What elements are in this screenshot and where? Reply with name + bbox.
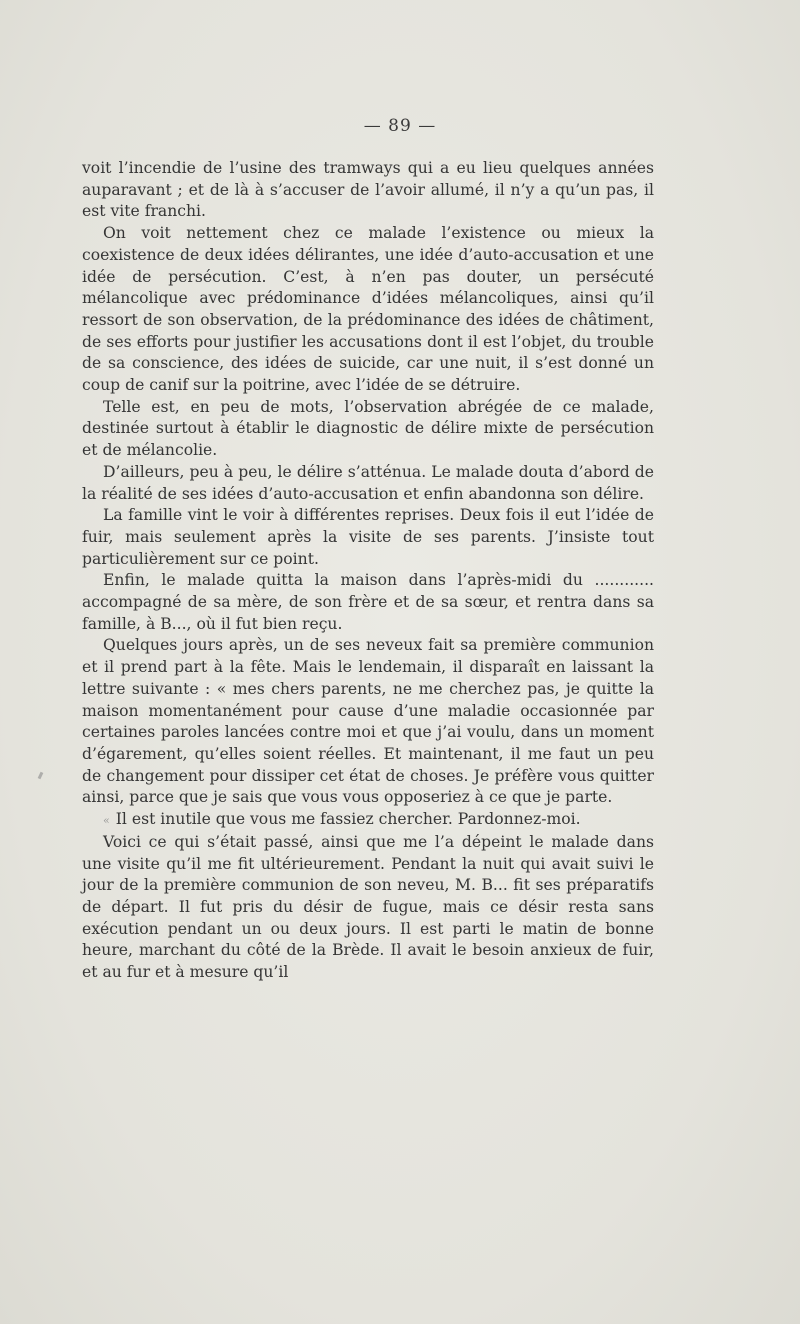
quote-paragraph: [82, 809, 654, 832]
paragraph-3: Telle est, en peu de mots, l’observation abrégée de ce malade, destinée surtout à établir le diagnostic de délire mixte de persécution et de mélancolie.: [82, 397, 654, 460]
ink-speck: [38, 772, 44, 780]
paragraph-7: Quelques jours après, un de ses neveux fait sa première communion et il prend part à la fête. Mais le lendemain, il disparaît en laissant la lettre suivante : « mes chers parents, ne me cherchez pas, je quitte la maison momentanément pour cause d’une maladie occasionnée par certaines paroles lancées contre moi et que j’ai voulu, dans un moment d’égarement, qu’elles soient réelles. Et maintenant, il me faut un peu de changement pour dissiper cet état de choses. Je préfère vous quitter ainsi, parce que je sais que vous vous opposeriez à ce que je parte.: [82, 636, 654, 807]
paragraph-6: Enfin, le malade quitta la maison dans l’après-midi du ............ accompagné de sa mère, de son frère et de sa sœur, et rentra dans sa famille, à B..., où il fut bien reçu.: [82, 571, 654, 633]
paragraph-last: Voici ce qui s’était passé, ainsi que me l’a dépeint le malade dans une visite qu’il me fit ultérieurement. Pendant la nuit qui avait suivi le jour de la première communion de son neveu, M. B... fit ses préparatifs de départ. Il fut pris du désir de fugue, mais ce désir resta sans exécution pendant un ou deux jours. Il est parti le matin de bonne heure, marchant du côté de la Brède. Il avait le besoin anxieux de fuir, et au fur et à mesure qu’il: [82, 832, 654, 982]
page-number: — 89 —: [363, 116, 437, 136]
body-text: [82, 158, 654, 984]
paragraph-4: D’ailleurs, peu à peu, le délire s’atténua. Le malade douta d’abord de la réalité de ses idées d’auto-accusation et enfin abandonna son délire.: [82, 462, 654, 503]
paragraph-2: On voit nettement chez ce malade l’existence ou mieux la coexistence de deux idées délirantes, une idée d’auto-accusation et une idée de persécution. C’est, à n’en pas douter, un persécuté mélancolique avec prédominance d’idées mélancoliques, ainsi qu’il ressort de son observation, de la prédominance des idées de châtiment, de ses efforts pour justifier les accusations dont il est l’objet, du trouble de sa conscience, des idées de suicide, car une nuit, il s’est donné un coup de canif sur la poitrine, avec l’idée de se détruire.: [82, 224, 654, 395]
paragraph-5: La famille vint le voir à différentes reprises. Deux fois il eut l’idée de fuir, mais seulement après la visite de ses parents. J’insiste tout particulièrement sur ce point.: [82, 506, 654, 568]
quote-mark: «: [103, 814, 110, 828]
paragraph-1: voit l’incendie de l’usine des tramways qui a eu lieu quelques années auparavant ; et de là à s’accuser de l’avoir allumé, il n’y a qu’un pas, il est vite franchi.: [82, 159, 654, 221]
quote-line: Il est inutile que vous me fassiez chercher. Pardonnez-moi.: [115, 810, 581, 829]
